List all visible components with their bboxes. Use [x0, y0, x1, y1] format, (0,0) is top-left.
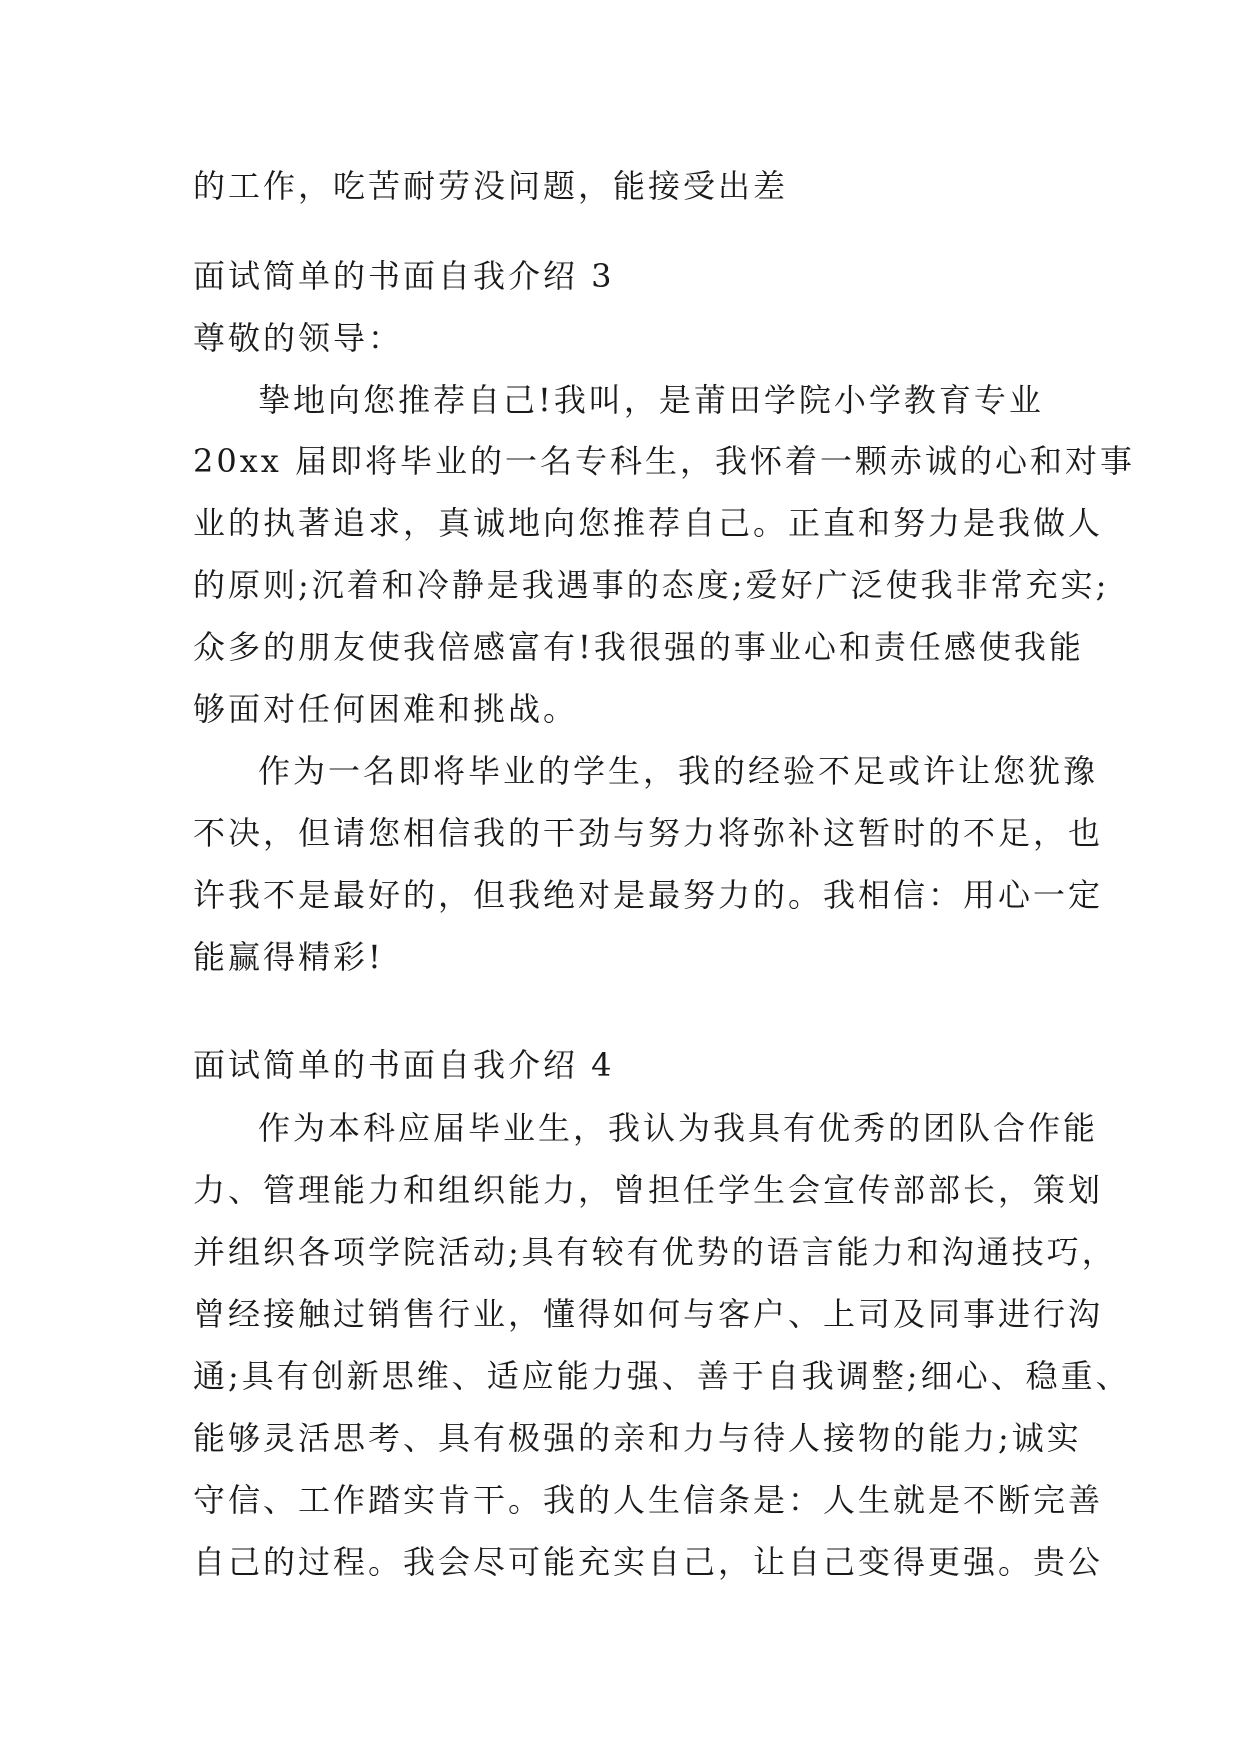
- section-3-title: 面试简单的书面自我介绍 3: [193, 257, 615, 295]
- section-4-para-1-line: 曾经接触过销售行业，懂得如何与客户、上司及同事进行沟: [193, 1295, 1104, 1333]
- section-3-para-2-line: 许我不是最好的，但我绝对是最努力的。我相信：用心一定: [193, 876, 1104, 914]
- section-3-para-1-line: 的原则;沉着和冷静是我遇事的态度;爱好广泛使我非常充实;: [193, 566, 1110, 604]
- section-4-para-1-line: 守信、工作踏实肯干。我的人生信条是：人生就是不断完善: [193, 1481, 1104, 1519]
- section-3-para-1-line: 20xx 届即将毕业的一名专科生，我怀着一颗赤诚的心和对事: [193, 442, 1135, 480]
- section-4-para-1-line: 自己的过程。我会尽可能充实自己，让自己变得更强。贵公: [193, 1543, 1104, 1581]
- section-4-para-1-line: 能够灵活思考、具有极强的亲和力与待人接物的能力;诚实: [193, 1419, 1082, 1457]
- section-3-para-2-line: 不决，但请您相信我的干劲与努力将弥补这暂时的不足，也: [193, 814, 1104, 852]
- salutation: 尊敬的领导：: [193, 319, 404, 357]
- section-3-para-2-line: 能赢得精彩!: [193, 938, 384, 976]
- section-3-para-1-line: 挚地向您推荐自己!我叫，是莆田学院小学教育专业: [258, 381, 1044, 419]
- section-4-para-1-line: 作为本科应届毕业生，我认为我具有优秀的团队合作能: [258, 1109, 1099, 1147]
- section-3-para-2-line: 作为一名即将毕业的学生，我的经验不足或许让您犹豫: [258, 752, 1099, 790]
- section-3-para-1-line: 业的执著追求，真诚地向您推荐自己。正直和努力是我做人: [193, 504, 1104, 542]
- section-3-para-1-line: 众多的朋友使我倍感富有!我很强的事业心和责任感使我能: [193, 628, 1084, 666]
- section-4-title: 面试简单的书面自我介绍 4: [193, 1046, 615, 1084]
- section-4-para-1-line: 通;具有创新思维、适应能力强、善于自我调整;细心、稳重、: [193, 1357, 1131, 1395]
- section-3-para-1-line: 够面对任何困难和挑战。: [193, 690, 579, 728]
- section-4-para-1-line: 并组织各项学院活动;具有较有优势的语言能力和沟通技巧，: [193, 1233, 1117, 1271]
- section-4-para-1-line: 力、管理能力和组织能力，曾担任学生会宣传部部长，策划: [193, 1171, 1104, 1209]
- fragment-line: 的工作，吃苦耐劳没问题，能接受出差: [193, 167, 789, 205]
